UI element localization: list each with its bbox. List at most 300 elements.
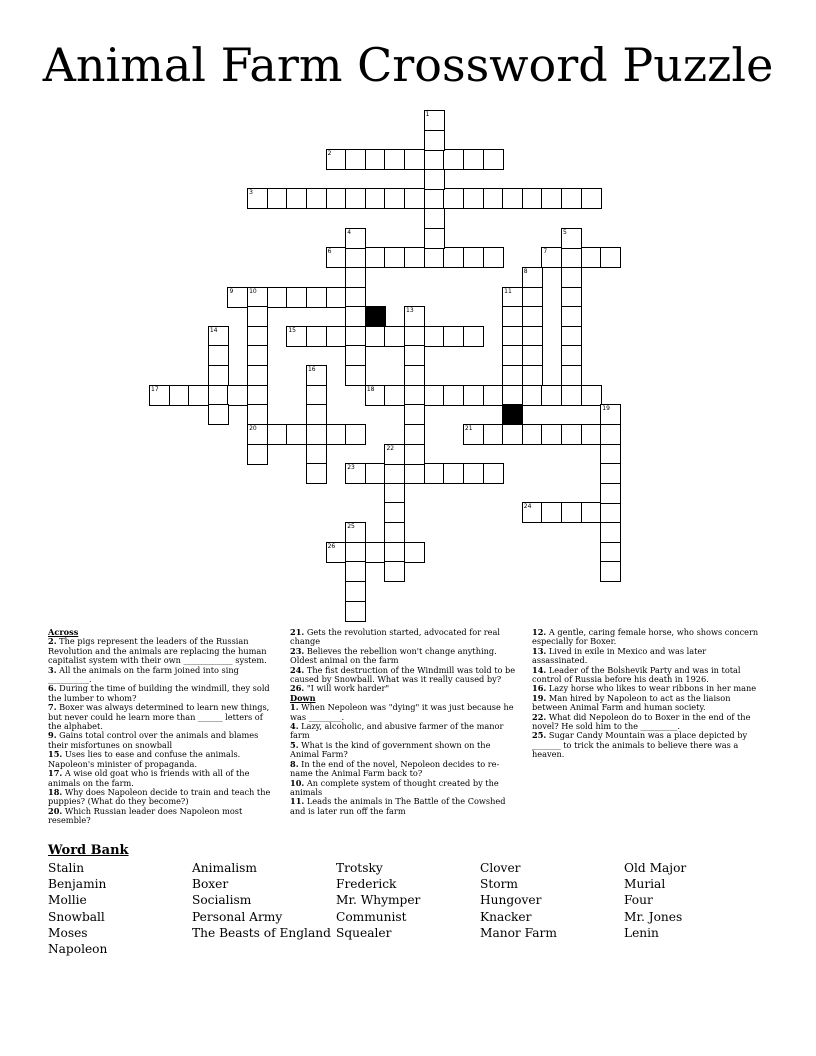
grid-cell[interactable] bbox=[522, 365, 543, 386]
grid-cell[interactable] bbox=[561, 345, 582, 366]
grid-cell[interactable] bbox=[600, 247, 621, 268]
grid-cell[interactable] bbox=[424, 169, 445, 190]
clue-text: Which Russian leader does Napoleon most resemble? bbox=[48, 805, 243, 826]
grid-cell[interactable] bbox=[463, 463, 484, 484]
grid-cell[interactable] bbox=[345, 581, 366, 602]
word-bank-word: Moses bbox=[48, 925, 88, 940]
grid-cell[interactable] bbox=[208, 404, 229, 425]
grid-cell[interactable] bbox=[424, 149, 445, 170]
grid-cell[interactable] bbox=[247, 188, 268, 209]
clue-text: In the end of the novel, Nepoleon decides to re-name the Animal Farm back to? bbox=[290, 758, 500, 779]
clue-text: Believes the rebellion won't change anything. Oldest animal on the farm bbox=[290, 645, 497, 666]
clue-number: 5. bbox=[290, 739, 299, 750]
clue-item bbox=[48, 703, 276, 731]
grid-cell[interactable] bbox=[424, 385, 445, 406]
grid-cell[interactable] bbox=[384, 149, 405, 170]
clue-number: 5 bbox=[563, 228, 567, 236]
clue-item bbox=[532, 713, 760, 732]
clue-text: Why does Napoleon decide to train and teach the puppies? (What do they become?) bbox=[48, 786, 271, 807]
grid-cell[interactable] bbox=[208, 385, 229, 406]
grid-cell[interactable] bbox=[424, 110, 445, 131]
grid-cell[interactable] bbox=[247, 444, 268, 465]
grid-cell[interactable] bbox=[345, 542, 366, 563]
clue-number: 21 bbox=[464, 424, 473, 432]
grid-cell[interactable] bbox=[227, 385, 248, 406]
word-bank-word: Storm bbox=[480, 877, 518, 892]
grid-cell[interactable] bbox=[404, 247, 425, 268]
grid-cell[interactable] bbox=[561, 228, 582, 249]
word-bank-word: Mr. Jones bbox=[624, 909, 683, 924]
clue-number: 6 bbox=[327, 248, 332, 256]
grid-cell[interactable] bbox=[522, 345, 543, 366]
word-bank-word: Four bbox=[624, 893, 653, 908]
grid-cell[interactable] bbox=[502, 365, 523, 386]
word-bank-word: Old Major bbox=[624, 861, 687, 875]
grid-cell[interactable] bbox=[365, 326, 386, 347]
grid-cell[interactable] bbox=[561, 306, 582, 327]
grid-cell[interactable] bbox=[522, 267, 543, 288]
grid-cell[interactable] bbox=[306, 424, 327, 445]
grid-cell[interactable] bbox=[326, 287, 347, 308]
grid-cell[interactable] bbox=[463, 188, 484, 209]
clue-item bbox=[48, 807, 276, 826]
grid-cell[interactable] bbox=[404, 326, 425, 347]
grid-cell[interactable] bbox=[247, 424, 268, 445]
grid-cell[interactable] bbox=[483, 463, 504, 484]
word-bank-word: Squealer bbox=[336, 925, 392, 940]
grid-cell[interactable] bbox=[502, 385, 523, 406]
clue-text: A gentle, caring female horse, who shows concern especially for Boxer. bbox=[532, 627, 759, 647]
grid-cell[interactable] bbox=[306, 365, 327, 386]
grid-cell[interactable] bbox=[404, 306, 425, 327]
word-bank-word: Hungover bbox=[480, 893, 542, 908]
grid-cell[interactable] bbox=[541, 385, 562, 406]
grid-cell[interactable] bbox=[345, 561, 366, 582]
grid-cell[interactable] bbox=[561, 287, 582, 308]
clue-text: Man hired by Napoleon to act as the liaison between Animal Farm and human society. bbox=[532, 692, 731, 713]
clue-number: 1 bbox=[425, 111, 430, 118]
grid-cell[interactable] bbox=[600, 561, 621, 582]
clue-item bbox=[48, 666, 276, 685]
grid-cell[interactable] bbox=[600, 483, 621, 504]
clue-text: During the time of building the windmill, they sold the lumber to whom? bbox=[48, 683, 270, 703]
word-bank-word: Mr. Whymper bbox=[336, 893, 421, 908]
clue-item bbox=[290, 722, 518, 741]
grid-cell[interactable] bbox=[384, 444, 405, 465]
clue-item bbox=[290, 628, 518, 647]
grid-cell[interactable] bbox=[169, 385, 190, 406]
clues-column-1 bbox=[48, 628, 276, 826]
word-bank-word: Manor Farm bbox=[480, 925, 557, 940]
clue-number: 26. bbox=[290, 683, 305, 694]
word-bank-column bbox=[48, 860, 107, 957]
grid-cell[interactable] bbox=[600, 404, 621, 425]
grid-cell[interactable] bbox=[404, 404, 425, 425]
clue-item bbox=[290, 703, 518, 722]
grid-cell[interactable] bbox=[443, 326, 464, 347]
clue-text: Sugar Candy Mountain was a place depicted by _______ to trick the animals to believe there was a heaven. bbox=[532, 730, 748, 760]
grid-cell[interactable] bbox=[345, 228, 366, 249]
grid-cell[interactable] bbox=[600, 502, 621, 523]
clues-column-3 bbox=[532, 628, 760, 760]
word-bank-word: Mollie bbox=[48, 893, 87, 908]
clue-number: 7. bbox=[48, 702, 57, 713]
grid-cell[interactable] bbox=[483, 424, 504, 445]
clue-number: 25. bbox=[532, 730, 547, 741]
grid-cell[interactable] bbox=[443, 188, 464, 209]
grid-cell[interactable] bbox=[247, 385, 268, 406]
clue-item bbox=[290, 760, 518, 779]
grid-cell[interactable] bbox=[384, 463, 405, 484]
grid-cell[interactable] bbox=[483, 188, 504, 209]
grid-cell[interactable] bbox=[384, 483, 405, 504]
grid-cell[interactable] bbox=[286, 424, 307, 445]
grid-cell[interactable] bbox=[345, 267, 366, 288]
grid-cell[interactable] bbox=[600, 522, 621, 543]
grid-cell[interactable] bbox=[345, 424, 366, 445]
grid-cell[interactable] bbox=[463, 326, 484, 347]
grid-cell[interactable] bbox=[502, 188, 523, 209]
grid-cell[interactable] bbox=[502, 306, 523, 327]
grid-cell[interactable] bbox=[384, 247, 405, 268]
grid-cell[interactable] bbox=[581, 502, 602, 523]
grid-cell[interactable] bbox=[424, 228, 445, 249]
grid-cell[interactable] bbox=[424, 326, 445, 347]
grid-cell[interactable] bbox=[581, 385, 602, 406]
clue-number: 24 bbox=[523, 503, 532, 511]
clue-item bbox=[532, 694, 760, 713]
grid-cell[interactable] bbox=[326, 247, 347, 268]
grid-cell[interactable] bbox=[384, 561, 405, 582]
grid-cell[interactable] bbox=[306, 385, 327, 406]
page-title: Animal Farm Crossword Puzzle bbox=[42, 38, 774, 92]
grid-cell[interactable] bbox=[345, 247, 366, 268]
clue-number: 2. bbox=[48, 636, 57, 647]
grid-cell[interactable] bbox=[365, 385, 386, 406]
grid-cell[interactable] bbox=[404, 188, 425, 209]
grid-cell[interactable] bbox=[463, 247, 484, 268]
grid-cell[interactable] bbox=[424, 247, 445, 268]
grid-cell[interactable] bbox=[561, 247, 582, 268]
clue-item bbox=[48, 731, 276, 750]
grid-cell[interactable] bbox=[561, 267, 582, 288]
clue-number: 17 bbox=[151, 385, 159, 393]
word-bank-column bbox=[480, 860, 557, 941]
grid-cell[interactable] bbox=[443, 247, 464, 268]
grid-cell[interactable] bbox=[345, 287, 366, 308]
clue-text: What did Nepoleon do to Boxer in the end of the novel? He sold him to the _________. bbox=[532, 711, 751, 732]
clue-number: 3 bbox=[249, 189, 253, 197]
grid-cell[interactable] bbox=[247, 345, 268, 366]
grid-cell[interactable] bbox=[326, 326, 347, 347]
grid-cell[interactable] bbox=[306, 326, 327, 347]
clue-text: Lazy, alcoholic, and abusive farmer of the manor farm bbox=[290, 721, 504, 741]
grid-cell[interactable] bbox=[267, 188, 288, 209]
grid-cell[interactable] bbox=[326, 424, 347, 445]
black-cell bbox=[502, 404, 523, 425]
clue-number: 14 bbox=[209, 326, 218, 334]
grid-cell[interactable] bbox=[483, 247, 504, 268]
grid-cell[interactable] bbox=[306, 287, 327, 308]
down-header: Down bbox=[290, 692, 316, 703]
clue-number: 26 bbox=[327, 542, 336, 550]
grid-cell[interactable] bbox=[522, 424, 543, 445]
clue-number: 6. bbox=[48, 683, 57, 694]
grid-cell[interactable] bbox=[345, 149, 366, 170]
grid-cell[interactable] bbox=[384, 502, 405, 523]
clue-number: 4 bbox=[347, 228, 352, 236]
grid-cell[interactable] bbox=[443, 149, 464, 170]
grid-cell[interactable] bbox=[306, 444, 327, 465]
grid-cell[interactable] bbox=[561, 326, 582, 347]
grid-cell[interactable] bbox=[345, 326, 366, 347]
clue-number: 23. bbox=[290, 645, 305, 656]
grid-cell[interactable] bbox=[404, 424, 425, 445]
clue-text: All the animals on the farm joined into sing __________. bbox=[48, 664, 239, 685]
grid-cell[interactable] bbox=[600, 424, 621, 445]
grid-cell[interactable] bbox=[424, 188, 445, 209]
clue-number: 20. bbox=[48, 805, 63, 816]
clue-text: Leads the animals in The Battle of the Cowshed and is later run off the farm bbox=[290, 796, 506, 816]
clue-text: Leader of the Bolshevik Party and was in total control of Russia before his death in 1926. bbox=[532, 664, 741, 685]
grid-cell[interactable] bbox=[247, 326, 268, 347]
grid-cell[interactable] bbox=[384, 326, 405, 347]
across-header: Across bbox=[48, 627, 79, 637]
grid-cell[interactable] bbox=[404, 542, 425, 563]
word-bank-column bbox=[192, 860, 331, 941]
word-bank-word: Communist bbox=[336, 909, 407, 924]
grid-cell[interactable] bbox=[326, 542, 347, 563]
grid-cell[interactable] bbox=[424, 208, 445, 229]
grid-cell[interactable] bbox=[502, 287, 523, 308]
grid-cell[interactable] bbox=[483, 149, 504, 170]
grid-cell[interactable] bbox=[522, 385, 543, 406]
clue-item bbox=[532, 647, 760, 666]
grid-cell[interactable] bbox=[600, 463, 621, 484]
grid-cell[interactable] bbox=[365, 149, 386, 170]
grid-cell[interactable] bbox=[561, 385, 582, 406]
word-bank-word: Frederick bbox=[336, 877, 397, 892]
grid-cell[interactable] bbox=[286, 188, 307, 209]
grid-cell[interactable] bbox=[541, 424, 562, 445]
word-bank-word: The Beasts of England bbox=[192, 925, 331, 940]
clue-number: 24. bbox=[290, 664, 305, 675]
clue-item bbox=[48, 769, 276, 788]
clue-number: 22. bbox=[532, 711, 547, 722]
clue-number: 18. bbox=[48, 786, 63, 797]
grid-cell[interactable] bbox=[502, 326, 523, 347]
grid-cell[interactable] bbox=[561, 365, 582, 386]
clue-number: 18 bbox=[366, 385, 375, 393]
grid-cell[interactable] bbox=[541, 247, 562, 268]
grid-cell[interactable] bbox=[247, 365, 268, 386]
clue-number: 8. bbox=[290, 758, 299, 769]
grid-cell[interactable] bbox=[345, 306, 366, 327]
word-bank-title: Word Bank bbox=[48, 843, 129, 858]
clue-item bbox=[48, 788, 276, 807]
clue-item bbox=[48, 637, 276, 665]
word-bank-word: Clover bbox=[480, 861, 521, 875]
word-bank-word: Napoleon bbox=[48, 942, 108, 957]
word-bank-column bbox=[624, 860, 686, 941]
clue-text: Gets the revolution started, advocated for real change bbox=[290, 627, 500, 647]
grid-cell[interactable] bbox=[600, 444, 621, 465]
grid-cell[interactable] bbox=[149, 385, 170, 406]
clue-number: 21. bbox=[290, 627, 305, 637]
clue-number: 4. bbox=[290, 721, 299, 732]
grid-cell[interactable] bbox=[522, 188, 543, 209]
clue-number: 2 bbox=[327, 150, 332, 158]
grid-cell[interactable] bbox=[247, 306, 268, 327]
grid-cell[interactable] bbox=[443, 385, 464, 406]
clue-number: 7 bbox=[543, 248, 548, 256]
grid-cell[interactable] bbox=[404, 345, 425, 366]
clue-text: Gains total control over the animals and blames their misfortunes on snowball bbox=[48, 730, 259, 750]
grid-cell[interactable] bbox=[404, 149, 425, 170]
grid-cell[interactable] bbox=[208, 326, 229, 347]
grid-cell[interactable] bbox=[561, 188, 582, 209]
grid-cell[interactable] bbox=[463, 149, 484, 170]
grid-cell[interactable] bbox=[247, 287, 268, 308]
clue-item bbox=[48, 684, 276, 703]
word-bank-word: Socialism bbox=[192, 893, 252, 908]
grid-cell[interactable] bbox=[345, 522, 366, 543]
grid-cell[interactable] bbox=[384, 522, 405, 543]
clue-number: 11 bbox=[504, 287, 512, 295]
grid-cell[interactable] bbox=[188, 385, 209, 406]
grid-cell[interactable] bbox=[345, 365, 366, 386]
clue-item bbox=[532, 731, 760, 759]
grid-cell[interactable] bbox=[365, 188, 386, 209]
clue-number: 9. bbox=[48, 730, 57, 741]
word-bank-word: Lenin bbox=[624, 925, 659, 940]
clue-number: 19 bbox=[602, 405, 610, 413]
clue-number: 15 bbox=[288, 326, 296, 334]
grid-cell[interactable] bbox=[326, 188, 347, 209]
word-bank-word: Murial bbox=[624, 877, 666, 892]
word-bank-word: Snowball bbox=[48, 909, 105, 924]
grid-cell[interactable] bbox=[541, 188, 562, 209]
word-bank-column bbox=[336, 860, 420, 941]
grid-cell[interactable] bbox=[286, 326, 307, 347]
grid-cell[interactable] bbox=[267, 287, 288, 308]
grid-cell[interactable] bbox=[247, 404, 268, 425]
clue-text: "I will work harder" bbox=[304, 683, 390, 694]
grid-cell[interactable] bbox=[522, 287, 543, 308]
clue-item bbox=[532, 628, 760, 647]
grid-cell[interactable] bbox=[384, 385, 405, 406]
grid-cell[interactable] bbox=[443, 463, 464, 484]
grid-cell[interactable] bbox=[522, 306, 543, 327]
grid-cell[interactable] bbox=[541, 502, 562, 523]
clue-text: Lazy horse who likes to wear ribbons in her mane bbox=[546, 683, 757, 694]
clue-text: Uses lies to ease and confuse the animals. Napoleon's minister of propaganda. bbox=[48, 749, 241, 769]
clue-text: An complete system of thought created by the animals bbox=[290, 777, 499, 797]
clue-text: When Nepoleon was "dying" it was just because he was ________. bbox=[290, 702, 514, 722]
word-bank-word: Benjamin bbox=[48, 877, 107, 892]
grid-cell[interactable] bbox=[424, 463, 445, 484]
grid-cell[interactable] bbox=[404, 463, 425, 484]
grid-cell[interactable] bbox=[463, 424, 484, 445]
grid-cell[interactable] bbox=[227, 287, 248, 308]
clue-item bbox=[290, 666, 518, 685]
grid-cell[interactable] bbox=[581, 188, 602, 209]
word-bank-word: Personal Army bbox=[192, 909, 283, 924]
clue-number: 17. bbox=[48, 768, 63, 779]
grid-cell[interactable] bbox=[483, 385, 504, 406]
grid-cell[interactable] bbox=[600, 542, 621, 563]
clue-item bbox=[48, 750, 276, 769]
grid-cell[interactable] bbox=[581, 247, 602, 268]
clue-number: 13 bbox=[406, 307, 414, 315]
clue-number: 14. bbox=[532, 664, 547, 675]
grid-cell[interactable] bbox=[424, 130, 445, 151]
black-cell bbox=[365, 306, 386, 327]
grid-cell[interactable] bbox=[306, 404, 327, 425]
grid-cell[interactable] bbox=[561, 502, 582, 523]
clue-text: What is the kind of government shown on the Animal Farm? bbox=[290, 739, 491, 760]
word-bank-word: Animalism bbox=[192, 861, 257, 875]
clue-item bbox=[290, 741, 518, 760]
clue-number: 16 bbox=[307, 366, 316, 374]
grid-cell[interactable] bbox=[267, 424, 288, 445]
clue-number: 3. bbox=[48, 664, 57, 675]
clues-column-2 bbox=[290, 628, 518, 816]
grid-cell[interactable] bbox=[208, 345, 229, 366]
grid-cell[interactable] bbox=[463, 385, 484, 406]
grid-cell[interactable] bbox=[522, 502, 543, 523]
clue-number: 19. bbox=[532, 692, 547, 703]
grid-cell[interactable] bbox=[581, 424, 602, 445]
grid-cell[interactable] bbox=[502, 345, 523, 366]
grid-cell[interactable] bbox=[404, 385, 425, 406]
grid-cell[interactable] bbox=[384, 188, 405, 209]
word-bank-word: Boxer bbox=[192, 877, 229, 892]
grid-cell[interactable] bbox=[522, 326, 543, 347]
grid-cell[interactable] bbox=[365, 542, 386, 563]
clue-item bbox=[290, 779, 518, 798]
grid-cell[interactable] bbox=[345, 463, 366, 484]
grid-cell[interactable] bbox=[404, 365, 425, 386]
grid-cell[interactable] bbox=[306, 463, 327, 484]
clue-number: 1. bbox=[290, 702, 299, 713]
grid-cell[interactable] bbox=[208, 365, 229, 386]
clue-text: The pigs represent the leaders of the Russian Revolution and the animals are replacing the human capitalist system with their own ____________ system. bbox=[48, 636, 267, 666]
clue-number: 23 bbox=[347, 464, 355, 472]
clue-text: Boxer was always determined to learn new things, but never could he learn more than ______ letters of the alphabet. bbox=[48, 702, 270, 732]
grid-cell[interactable] bbox=[502, 424, 523, 445]
clue-text: The fist destruction of the Windmill was told to be caused by Snowball. What was it really caused by? bbox=[290, 664, 516, 685]
grid-cell[interactable] bbox=[286, 287, 307, 308]
grid-cell[interactable] bbox=[326, 149, 347, 170]
clue-number: 8 bbox=[523, 267, 528, 275]
grid-cell[interactable] bbox=[561, 424, 582, 445]
clue-text: A wise old goat who is friends with all of the animals on the farm. bbox=[48, 768, 250, 788]
clue-number: 22 bbox=[386, 444, 395, 452]
grid-cell[interactable] bbox=[345, 601, 366, 622]
grid-cell[interactable] bbox=[345, 345, 366, 366]
clue-number: 12. bbox=[532, 627, 547, 637]
clue-item bbox=[290, 684, 518, 693]
grid-cell[interactable] bbox=[306, 188, 327, 209]
grid-cell[interactable] bbox=[404, 444, 425, 465]
grid-cell[interactable] bbox=[384, 542, 405, 563]
clue-item bbox=[290, 647, 518, 666]
grid-cell[interactable] bbox=[345, 188, 366, 209]
grid-cell[interactable] bbox=[365, 247, 386, 268]
grid-cell[interactable] bbox=[365, 463, 386, 484]
word-bank-word: Trotsky bbox=[336, 861, 383, 875]
